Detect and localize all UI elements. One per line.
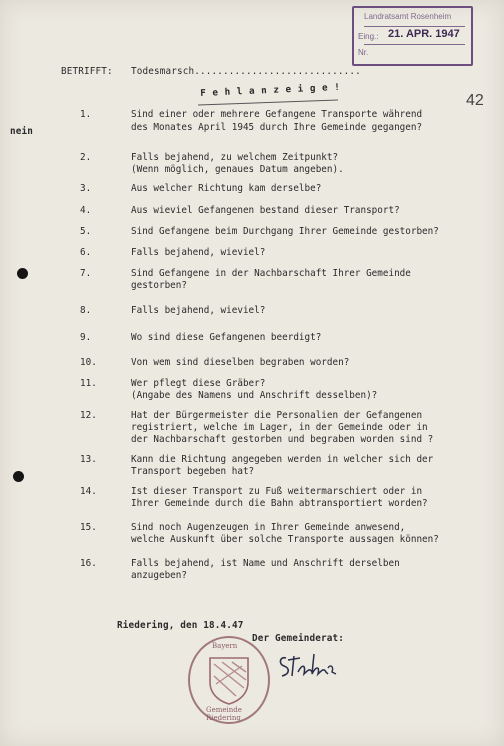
question-line: Aus wieviel Gefangenen bestand dieser Transport?	[131, 205, 400, 216]
signer-title: Der Gemeinderat:	[252, 633, 344, 644]
question-number: 4.	[80, 205, 92, 216]
question-number: 12.	[80, 410, 97, 421]
seal-text-bottom: Gemeinde Riedering	[206, 706, 242, 722]
question-line: Transport begeben hat?	[131, 466, 255, 477]
question-number: 10.	[80, 357, 97, 368]
question-number: 1.	[80, 109, 92, 120]
question-line: der Nachbarschaft gestorben und begraben worden sind ?	[131, 434, 434, 445]
question-line: Hat der Bürgermeister die Personalien der Gefangenen	[131, 410, 423, 421]
question-number: 8.	[80, 305, 92, 316]
seal-text-top: Bayern	[212, 642, 238, 650]
question-number: 14.	[80, 486, 97, 497]
subtitle-underline	[198, 100, 338, 106]
question-line: Falls bejahend, zu welchem Zeitpunkt?	[131, 152, 339, 163]
question-line: Sind einer oder mehrere Gefangene Transporte während	[131, 109, 423, 120]
question-number: 2.	[80, 152, 92, 163]
question-line: Falls bejahend, ist Name und Anschrift derselben	[131, 558, 400, 569]
question-number: 3.	[80, 183, 92, 194]
stamp-date-label: Eing.:	[358, 32, 379, 41]
question-number: 7.	[80, 268, 92, 279]
received-stamp	[352, 6, 473, 66]
question-number: 13.	[80, 454, 97, 465]
question-line: (Angabe des Namens und Anschrift desselben)?	[131, 390, 378, 401]
stamp-nr-label: Nr.	[358, 48, 369, 57]
question-line: Sind noch Augenzeugen in Ihrer Gemeinde anwesend,	[131, 522, 406, 533]
handwritten-signature	[278, 650, 338, 682]
question-line: Aus welcher Richtung kam derselbe?	[131, 183, 322, 194]
answer-nein: nein	[10, 126, 33, 137]
question-line: Sind Gefangene in der Nachbarschaft Ihrer Gemeinde	[131, 268, 411, 279]
margin-number: 42	[466, 92, 484, 109]
question-line: Falls bejahend, wieviel?	[131, 305, 266, 316]
punch-hole	[13, 471, 24, 482]
question-line: Ihrer Gemeinde durch die Bahn abtransportiert worden?	[131, 498, 428, 509]
question-line: Kann die Richtung angegeben werden in welcher sich der	[131, 454, 434, 465]
question-number: 11.	[80, 378, 97, 389]
question-number: 15.	[80, 522, 97, 533]
stamp-office: Landratsamt Rosenheim	[364, 12, 452, 21]
punch-hole	[17, 268, 28, 279]
question-number: 9.	[80, 332, 92, 343]
municipal-seal	[188, 636, 270, 724]
stamp-date: 21. APR. 1947	[388, 28, 460, 40]
question-number: 16.	[80, 558, 97, 569]
question-line: gestorben?	[131, 280, 187, 291]
question-line: Sind Gefangene beim Durchgang Ihrer Gemeinde gestorben?	[131, 226, 439, 237]
question-line: Falls bejahend, wieviel?	[131, 247, 266, 258]
question-line: anzugeben?	[131, 570, 187, 581]
question-number: 5.	[80, 226, 92, 237]
question-line: Wer pflegt diese Gräber?	[131, 378, 266, 389]
betrifft-label: BETRIFFT:	[61, 66, 113, 77]
coat-of-arms-icon	[206, 654, 252, 706]
betrifft-value: Todesmarsch.............................	[131, 66, 361, 77]
question-line: des Monates April 1945 durch Ihre Gemeinde gegangen?	[131, 122, 423, 133]
question-line: Ist dieser Transport zu Fuß weitermarschiert oder in	[131, 486, 423, 497]
question-line: (Wenn möglich, genaues Datum angeben).	[131, 164, 344, 175]
subtitle-fehlanzeige: F e h l a n z e i g e !	[200, 81, 341, 99]
question-line: registriert, welche im Lager, in der Gemeinde oder in	[131, 422, 428, 433]
question-line: Von wem sind dieselben begraben worden?	[131, 357, 350, 368]
place-date: Riedering, den 18.4.47	[117, 620, 244, 631]
question-line: welche Auskunft über solche Transporte aussagen können?	[131, 534, 439, 545]
question-number: 6.	[80, 247, 92, 258]
question-line: Wo sind diese Gefangenen beerdigt?	[131, 332, 322, 343]
